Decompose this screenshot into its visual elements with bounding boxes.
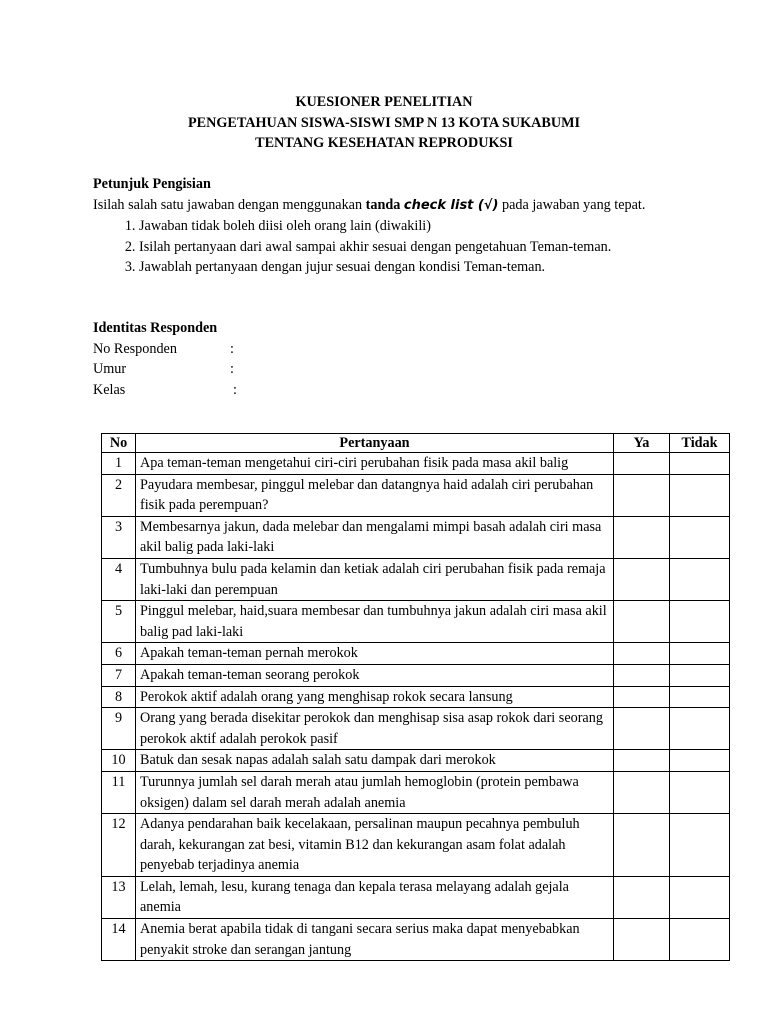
table-row: [102, 664, 730, 686]
identity-label: Umur: [93, 361, 127, 378]
row-number: 4: [102, 558, 136, 600]
instruction-item: 2. Isilah pertanyaan dari awal sampai akhir sesuai dengan pengetahuan Teman-teman.: [139, 237, 675, 258]
identity-field-no-responden: [93, 339, 675, 360]
answer-tidak-cell[interactable]: [670, 601, 730, 643]
row-question: Orang yang berada disekitar perokok dan menghisap sisa asap rokok dari seorang perokok aktif adalah perokok pasif: [136, 708, 614, 750]
row-number: 5: [102, 601, 136, 643]
title-line-3: TENTANG KESEHATAN REPRODUKSI: [255, 135, 513, 152]
table-row: [102, 771, 730, 813]
answer-ya-cell[interactable]: [614, 474, 670, 516]
identity-field-kelas: [93, 380, 675, 401]
answer-tidak-cell[interactable]: [670, 686, 730, 708]
document-title: [0, 92, 768, 154]
answer-tidak-cell[interactable]: [670, 453, 730, 475]
answer-tidak-cell[interactable]: [670, 474, 730, 516]
instructions-list: [93, 216, 675, 278]
answer-ya-cell[interactable]: [614, 876, 670, 918]
instruction-item: 3. Jawablah pertanyaan dengan jujur sesuai dengan kondisi Teman-teman.: [139, 257, 675, 278]
row-question: Anemia berat apabila tidak di tangani secara serius maka dapat menyebabkan penyakit stroke dan serangan jantung: [136, 919, 614, 961]
instructions-text-after: pada jawaban yang tepat.: [498, 196, 646, 213]
identity-colon: :: [233, 381, 237, 398]
table-row: [102, 708, 730, 750]
identity-colon: :: [230, 340, 234, 357]
row-question: Batuk dan sesak napas adalah salah satu dampak dari merokok: [136, 750, 614, 772]
answer-ya-cell[interactable]: [614, 643, 670, 665]
row-number: 10: [102, 750, 136, 772]
row-number: 6: [102, 643, 136, 665]
table-row: [102, 686, 730, 708]
row-question: Pinggul melebar, haid,suara membesar dan tumbuhnya jakun adalah ciri masa akil balig pad laki-laki: [136, 601, 614, 643]
answer-tidak-cell[interactable]: [670, 643, 730, 665]
row-number: 7: [102, 664, 136, 686]
row-question: Apakah teman-teman seorang perokok: [136, 664, 614, 686]
table-row: [102, 643, 730, 665]
row-number: 8: [102, 686, 136, 708]
row-number: 11: [102, 771, 136, 813]
instructions-tanda: tanda: [365, 196, 401, 213]
row-number: 1: [102, 453, 136, 475]
identity-heading: Identitas Responden: [93, 320, 218, 336]
table-row: [102, 919, 730, 961]
row-question: Lelah, lemah, lesu, kurang tenaga dan kepala terasa melayang adalah gejala anemia: [136, 876, 614, 918]
instructions-heading: Petunjuk Pengisian: [93, 176, 211, 192]
instructions-text-before: Isilah salah satu jawaban dengan menggunakan: [93, 196, 366, 213]
row-question: Membesarnya jakun, dada melebar dan mengalami mimpi basah adalah ciri masa akil balig pada laki-laki: [136, 516, 614, 558]
row-question: Perokok aktif adalah orang yang menghisap rokok secara lansung: [136, 686, 614, 708]
instructions-check-list: check list (√): [403, 197, 499, 213]
row-number: 12: [102, 814, 136, 877]
identity-field-umur: [93, 359, 675, 380]
answer-ya-cell[interactable]: [614, 686, 670, 708]
answer-tidak-cell[interactable]: [670, 771, 730, 813]
row-number: 13: [102, 876, 136, 918]
table-row: [102, 453, 730, 475]
row-question: Payudara membesar, pinggul melebar dan datangnya haid adalah ciri perubahan fisik pada perempuan?: [136, 474, 614, 516]
answer-ya-cell[interactable]: [614, 601, 670, 643]
answer-tidak-cell[interactable]: [670, 876, 730, 918]
table-row: [102, 876, 730, 918]
table-row: [102, 750, 730, 772]
answer-ya-cell[interactable]: [614, 771, 670, 813]
header-tidak: Tidak: [670, 434, 730, 453]
table-row: [102, 516, 730, 558]
row-question: Apa teman-teman mengetahui ciri-ciri perubahan fisik pada masa akil balig: [136, 453, 614, 475]
row-number: 2: [102, 474, 136, 516]
answer-tidak-cell[interactable]: [670, 664, 730, 686]
table-header-row: [102, 434, 730, 453]
identity-label: Kelas: [93, 381, 126, 398]
answer-ya-cell[interactable]: [614, 919, 670, 961]
row-number: 14: [102, 919, 136, 961]
answer-tidak-cell[interactable]: [670, 708, 730, 750]
row-question: Tumbuhnya bulu pada kelamin dan ketiak adalah ciri perubahan fisik pada remaja laki-laki dan perempuan: [136, 558, 614, 600]
answer-ya-cell[interactable]: [614, 814, 670, 877]
questions-table: [101, 433, 730, 961]
header-question: Pertanyaan: [136, 434, 614, 453]
instruction-item: 1. Jawaban tidak boleh diisi oleh orang lain (diwakili): [139, 216, 675, 237]
title-line-1: KUESIONER PENELITIAN: [295, 94, 473, 110]
answer-ya-cell[interactable]: [614, 516, 670, 558]
answer-ya-cell[interactable]: [614, 750, 670, 772]
answer-tidak-cell[interactable]: [670, 750, 730, 772]
row-question: Turunnya jumlah sel darah merah atau jumlah hemoglobin (protein pembawa oksigen) dalam sel darah merah adalah anemia: [136, 771, 614, 813]
table-row: [102, 601, 730, 643]
answer-tidak-cell[interactable]: [670, 814, 730, 877]
answer-tidak-cell[interactable]: [670, 919, 730, 961]
identity-label: No Responden: [93, 340, 177, 357]
table-row: [102, 474, 730, 516]
row-question: Apakah teman-teman pernah merokok: [136, 643, 614, 665]
row-question: Adanya pendarahan baik kecelakaan, persalinan maupun pecahnya pembuluh darah, kekurangan zat besi, vitamin B12 dan kekurangan asam folat adalah penyebab terjadinya anemia: [136, 814, 614, 877]
instructions-section: [93, 174, 675, 278]
table-row: [102, 558, 730, 600]
answer-tidak-cell[interactable]: [670, 558, 730, 600]
answer-ya-cell[interactable]: [614, 708, 670, 750]
row-number: 3: [102, 516, 136, 558]
row-number: 9: [102, 708, 136, 750]
header-no: No: [102, 434, 136, 453]
title-line-2: PENGETAHUAN SISWA-SISWI SMP N 13 KOTA SUKABUMI: [187, 114, 581, 131]
table-row: [102, 814, 730, 877]
identity-section: [93, 318, 675, 400]
answer-ya-cell[interactable]: [614, 558, 670, 600]
answer-ya-cell[interactable]: [614, 664, 670, 686]
answer-ya-cell[interactable]: [614, 453, 670, 475]
header-ya: Ya: [614, 434, 670, 453]
identity-colon: :: [230, 361, 234, 378]
instructions-text: [93, 195, 675, 217]
answer-tidak-cell[interactable]: [670, 516, 730, 558]
